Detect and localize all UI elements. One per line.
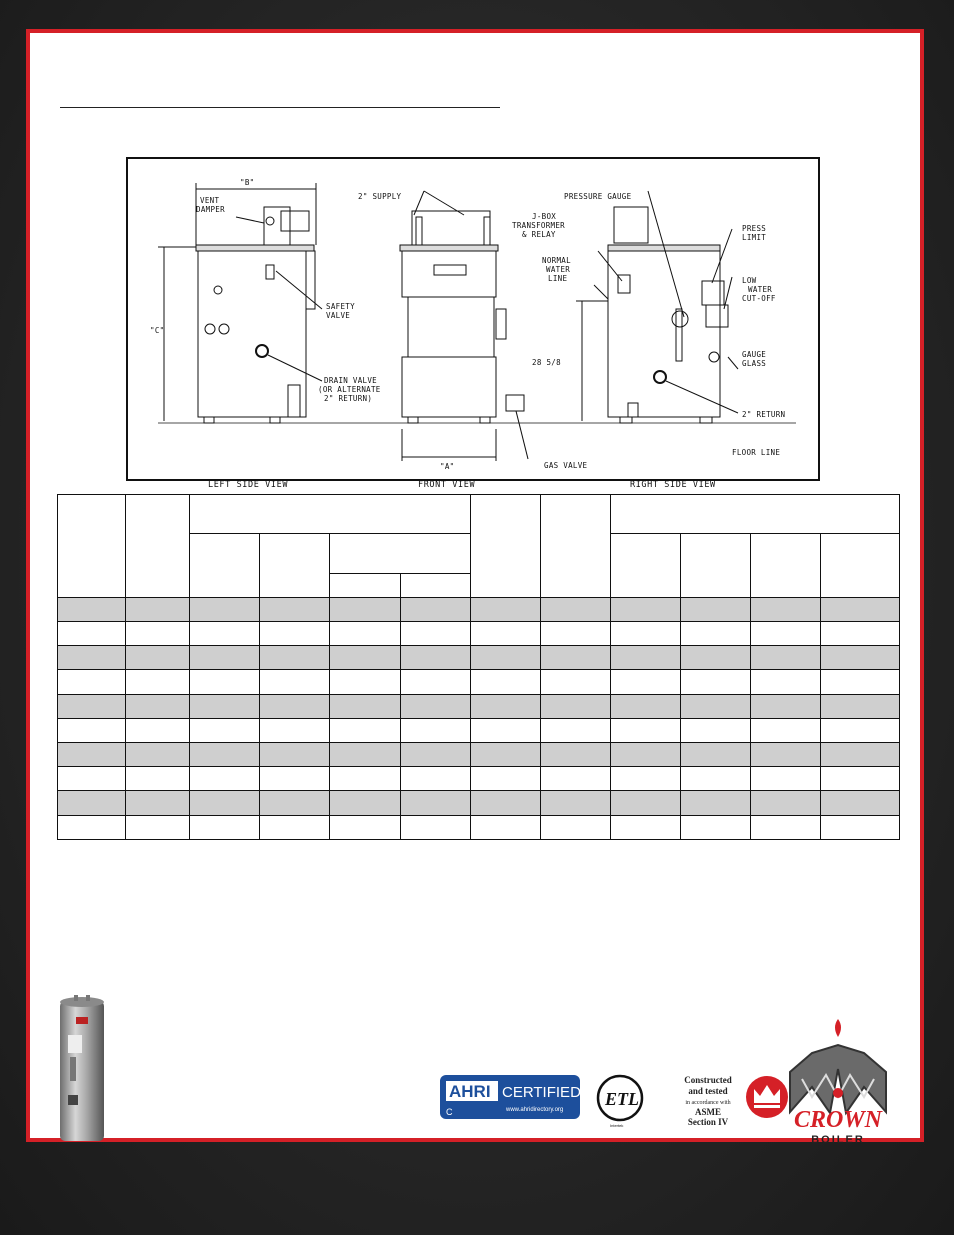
table-row (58, 670, 900, 694)
etl-logo (598, 1076, 642, 1128)
header-cell (471, 495, 541, 598)
header-cell (190, 495, 471, 534)
header-cell (260, 534, 330, 598)
ahri-url: www.ahridirectory.org (506, 1107, 564, 1113)
header-cell (611, 495, 900, 534)
low-water-label-3: CUT-OFF (742, 294, 776, 303)
table-header-row (58, 495, 900, 534)
left-side-view (158, 183, 322, 423)
diagram-drawing (128, 159, 818, 490)
gas-valve-label: GAS VALVE (544, 461, 588, 470)
safety-valve-label-2: VALVE (326, 311, 351, 320)
normal-water-line-label-3: LINE (548, 274, 568, 283)
boiler-wordmark: BOILER (811, 1134, 865, 1146)
normal-water-line-label-1: NORMAL (542, 256, 571, 265)
certification-logos (440, 1017, 930, 1152)
low-water-label-2: WATER (748, 285, 773, 294)
etl-text: ETL (605, 1089, 639, 1109)
right-side-view-label: RIGHT SIDE VIEW (630, 480, 716, 490)
right-side-view (576, 191, 738, 423)
table-row (58, 815, 900, 839)
dim-b-label: "B" (240, 178, 255, 187)
header-cell (330, 573, 401, 597)
press-limit-label-2: LIMIT (742, 233, 767, 242)
front-view-label: FRONT VIEW (418, 480, 476, 490)
pressure-gauge-label: PRESSURE GAUGE (564, 192, 632, 201)
dim-a-label: "A" (440, 462, 455, 471)
jbox-label-1: J-BOX (532, 212, 557, 221)
table-row (58, 767, 900, 791)
header-cell (58, 495, 126, 598)
drain-valve-label-1: DRAIN VALVE (324, 376, 377, 385)
table-row (58, 743, 900, 767)
header-cell (190, 534, 260, 598)
front-view (400, 191, 528, 461)
header-cell (681, 534, 751, 598)
supply-label: 2" SUPPLY (358, 192, 402, 201)
table-row (58, 718, 900, 742)
specifications-table (57, 494, 900, 840)
asme-line-3: in accordance with (685, 1100, 731, 1106)
header-cell (821, 534, 900, 598)
vent-damper-label-2: DAMPER (196, 205, 225, 214)
heading-underline (60, 107, 500, 108)
crown-badge-icon (746, 1076, 788, 1118)
crown-boiler-logo (790, 1019, 886, 1146)
jbox-label-3: & RELAY (522, 230, 556, 239)
water-heater-image (54, 995, 110, 1145)
asme-line-5: Section IV (687, 1117, 729, 1127)
vent-damper-label-1: VENT (200, 196, 220, 205)
asme-logo (684, 1075, 732, 1127)
drain-valve-label-3: 2" RETURN) (324, 394, 373, 403)
page-frame (26, 29, 924, 1146)
header-cell (401, 573, 471, 597)
dim-c-label: "C" (150, 326, 165, 335)
drain-valve-label-2: (OR ALTERNATE (318, 385, 381, 394)
ahri-certified-text: CERTIFIED (502, 1084, 581, 1101)
header-cell (751, 534, 821, 598)
header-cell (611, 534, 681, 598)
etl-sub: Intertek (610, 1123, 624, 1128)
header-cell (126, 495, 190, 598)
boiler-dimension-diagram (126, 157, 820, 490)
crown-wordmark: CROWN (793, 1107, 883, 1133)
asme-line-2: and tested (688, 1086, 728, 1096)
asme-line-4: ASME (694, 1107, 722, 1117)
ahri-mark: AHRI (449, 1082, 491, 1101)
table-row (58, 622, 900, 646)
flame-icon (835, 1019, 841, 1037)
normal-water-line-label-2: WATER (546, 265, 571, 274)
low-water-label-1: LOW (742, 276, 757, 285)
table-row (58, 646, 900, 670)
table-row (58, 694, 900, 718)
press-limit-label-1: PRESS (742, 224, 767, 233)
table-row (58, 791, 900, 815)
left-side-view-label: LEFT SIDE VIEW (208, 480, 289, 490)
safety-valve-label-1: SAFETY (326, 302, 355, 311)
asme-line-1: Constructed (684, 1075, 732, 1085)
ahri-certified-logo (440, 1075, 581, 1119)
jbox-label-2: TRANSFORMER (512, 221, 565, 230)
dim-height-label: 28 5/8 (532, 358, 561, 367)
return-label: 2" RETURN (742, 410, 786, 419)
floor-line-label: FLOOR LINE (732, 448, 781, 457)
header-cell (330, 534, 471, 573)
table-row (58, 597, 900, 621)
gauge-glass-label-1: GAUGE (742, 350, 767, 359)
gauge-glass-label-2: GLASS (742, 359, 767, 368)
logos-strip (440, 1017, 930, 1147)
header-cell (541, 495, 611, 598)
ahri-c: C (446, 1107, 453, 1117)
